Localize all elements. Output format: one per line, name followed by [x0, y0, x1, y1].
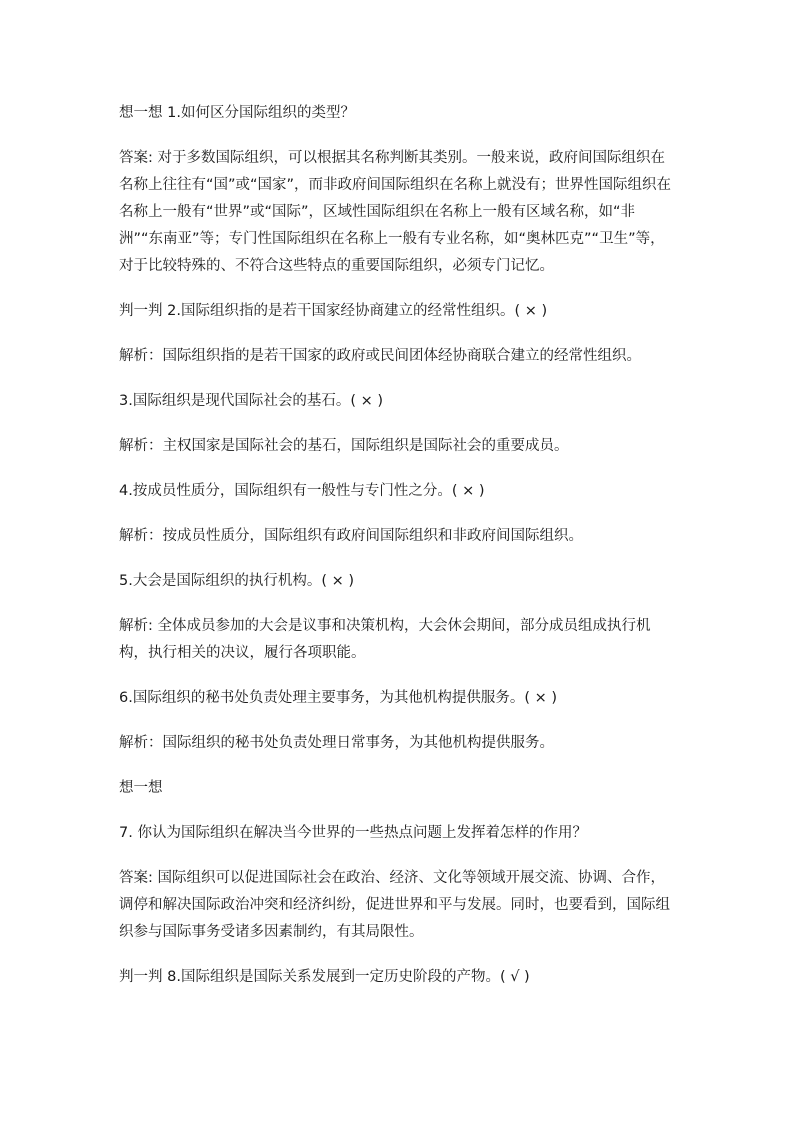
analysis-3: 解析：主权国家是国际社会的基石，国际组织是国际社会的重要成员。	[119, 438, 569, 454]
analysis-6: 解析：国际组织的秘书处负责处理日常事务，为其他机构提供服务。	[119, 735, 554, 751]
question-2: 判一判 2.国际组织指的是若干国家经协商建立的经常性组织。( × )	[119, 303, 548, 319]
question-7: 7. 你认为国际组织在解决当今世界的一些热点问题上发挥着怎样的作用？	[119, 825, 587, 841]
document-body	[119, 100, 679, 1009]
section-heading-think: 想一想	[119, 780, 163, 796]
question-4: 4.按成员性质分，国际组织有一般性与专门性之分。( × )	[119, 483, 485, 499]
analysis-2: 解析：国际组织指的是若干国家的政府或民间团体经协商联合建立的经常性组织。	[119, 348, 641, 364]
question-5: 5.大会是国际组织的执行机构。( × )	[119, 573, 355, 589]
analysis-5: 解析: 全体成员参加的大会是议事和决策机构，大会休会期间，部分成员组成执行机构，执行相关的决议，履行各项职能。	[119, 618, 651, 661]
answer-1: 答案: 对于多数国际组织，可以根据其名称判断其类别。一般来说，政府间国际组织在名称上往往有“国”或“国家”，而非政府间国际组织在名称上就没有；世界性国际组织在名称上一般有“世界”或“国际”，区域性国际组织在名称上一般有区域名称，如“非洲”“东南亚”等；专门性国际组织在名称上一般有专业名称，如“奥林匹克”“卫生”等，对于比较特殊的、不符合这些特点的重要国际组织，必须专门记忆。	[119, 150, 672, 274]
question-6: 6.国际组织的秘书处负责处理主要事务，为其他机构提供服务。( × )	[119, 690, 558, 706]
question-3: 3.国际组织是现代国际社会的基石。( × )	[119, 393, 384, 409]
question-1: 想一想 1.如何区分国际组织的类型？	[119, 105, 355, 121]
answer-7: 答案: 国际组织可以促进国际社会在政治、经济、文化等领域开展交流、协调、合作，调停和解决国际政治冲突和经济纠纷，促进世界和平与发展。同时，也要看到，国际组织参与国际事务受诸多因素制约，有其局限性。	[119, 870, 670, 940]
analysis-4: 解析：按成员性质分，国际组织有政府间国际组织和非政府间国际组织。	[119, 528, 583, 544]
question-8: 判一判 8.国际组织是国际关系发展到一定历史阶段的产物。( √ )	[119, 969, 530, 985]
